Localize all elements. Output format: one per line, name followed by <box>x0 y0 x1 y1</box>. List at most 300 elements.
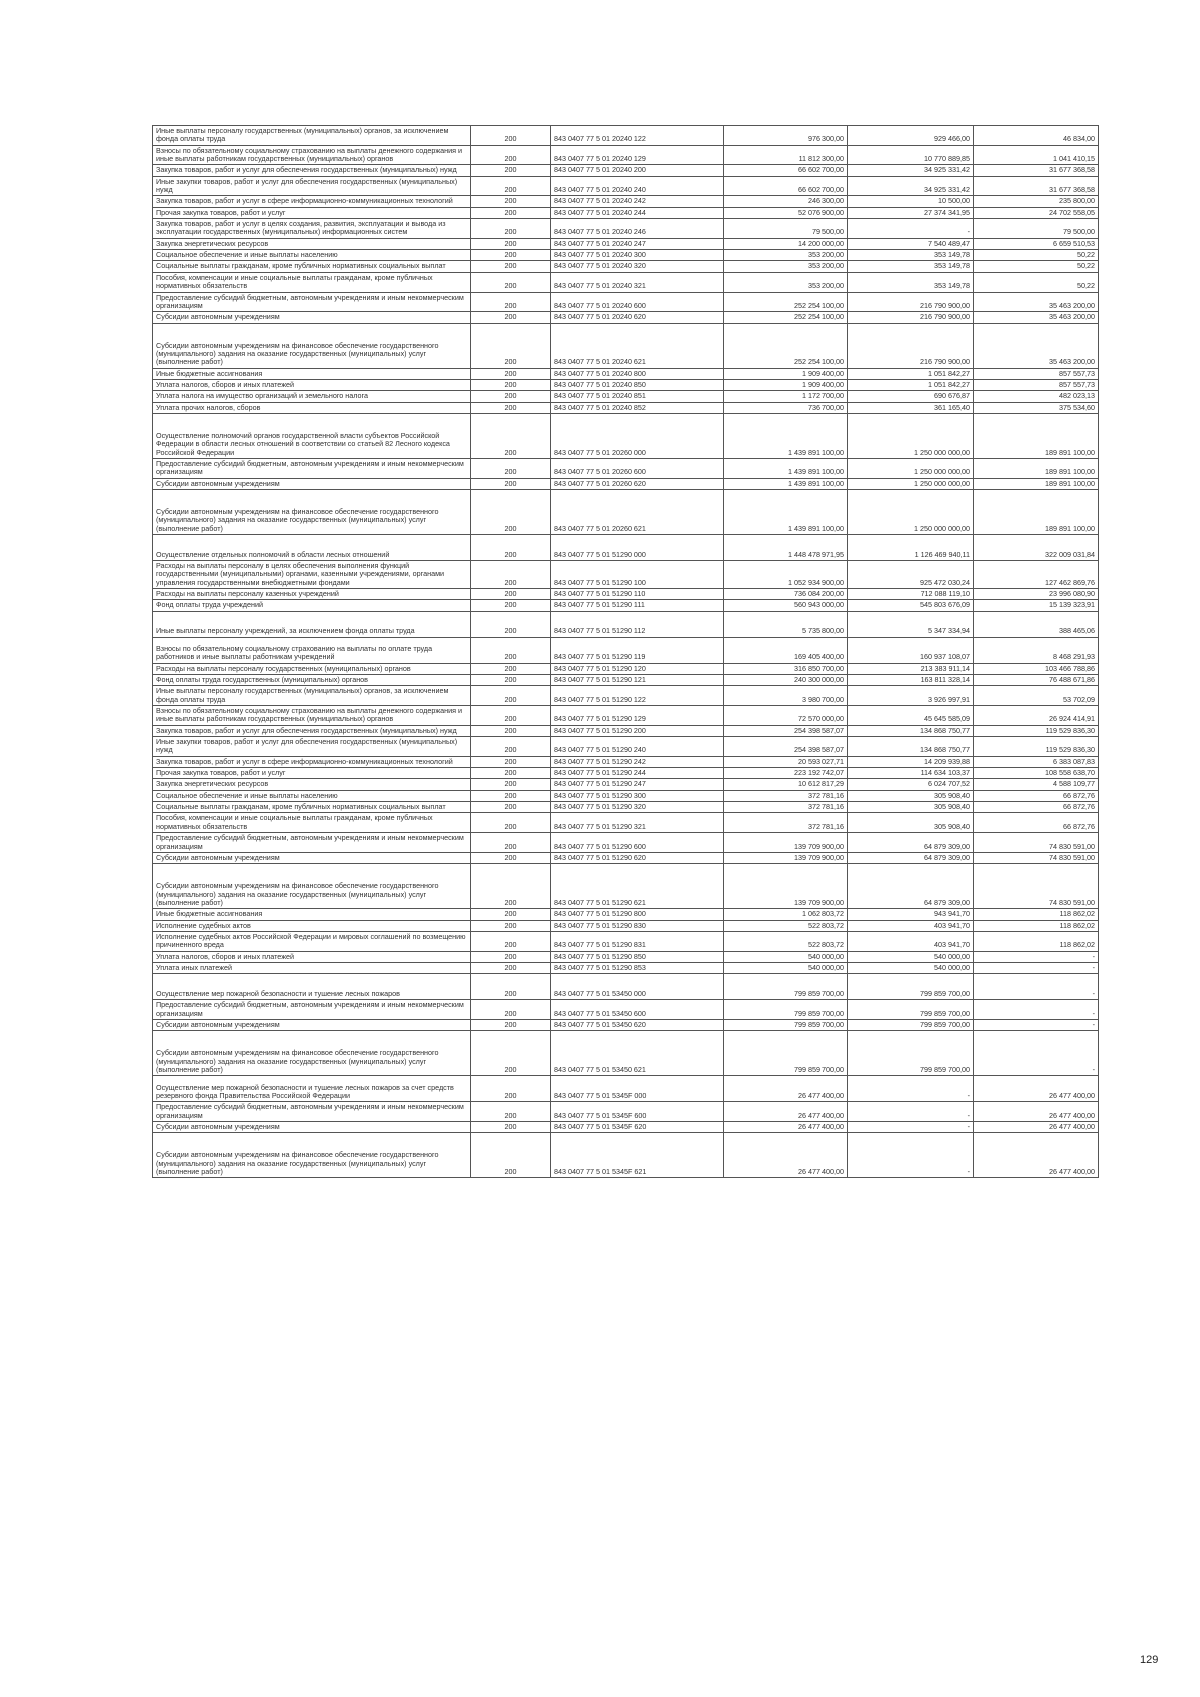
line-code-cell: 200 <box>471 368 551 379</box>
executed-amount-cell: 213 383 911,14 <box>848 663 974 674</box>
approved-amount-cell: 353 200,00 <box>724 261 848 272</box>
approved-amount-cell: 316 850 700,00 <box>724 663 848 674</box>
executed-amount-cell: - <box>848 1076 974 1102</box>
line-code-cell: 200 <box>471 272 551 292</box>
approved-amount-cell: 372 781,16 <box>724 813 848 833</box>
table-row <box>153 312 1099 323</box>
table-row <box>153 909 1099 920</box>
executed-amount-cell: 305 908,40 <box>848 813 974 833</box>
budget-classification-code-cell: 843 0407 77 5 01 20240 300 <box>551 250 724 261</box>
line-code-cell: 200 <box>471 238 551 249</box>
budget-classification-code-cell: 843 0407 77 5 01 20240 246 <box>551 219 724 239</box>
expense-name-cell: Субсидии автономным учреждениям на финансовое обеспечение государственного (муниципального) задания на оказание государственных (муниципальных) услуг (выполнение работ) <box>153 489 471 534</box>
expense-name-cell: Уплата иных платежей <box>153 962 471 973</box>
executed-amount-cell: 27 374 341,95 <box>848 207 974 218</box>
table-row <box>153 962 1099 973</box>
budget-classification-code-cell: 843 0407 77 5 01 51290 112 <box>551 611 724 637</box>
executed-amount-cell: 353 149,78 <box>848 272 974 292</box>
executed-amount-cell: - <box>848 1121 974 1132</box>
expense-name-cell: Иные бюджетные ассигнования <box>153 368 471 379</box>
table-row <box>153 686 1099 706</box>
approved-amount-cell: 26 477 400,00 <box>724 1121 848 1132</box>
budget-classification-code-cell: 843 0407 77 5 01 51290 242 <box>551 756 724 767</box>
executed-amount-cell: 10 770 889,85 <box>848 145 974 165</box>
line-code-cell: 200 <box>471 1031 551 1076</box>
line-code-cell: 200 <box>471 864 551 909</box>
approved-amount-cell: 540 000,00 <box>724 951 848 962</box>
approved-amount-cell: 1 439 891 100,00 <box>724 478 848 489</box>
table-row <box>153 1000 1099 1020</box>
line-code-cell: 200 <box>471 126 551 146</box>
table-row <box>153 675 1099 686</box>
line-code-cell: 200 <box>471 413 551 458</box>
budget-classification-code-cell: 843 0407 77 5 01 20260 000 <box>551 413 724 458</box>
line-code-cell: 200 <box>471 756 551 767</box>
budget-classification-code-cell: 843 0407 77 5 01 20240 600 <box>551 292 724 312</box>
line-code-cell: 200 <box>471 478 551 489</box>
line-code-cell: 200 <box>471 768 551 779</box>
approved-amount-cell: 976 300,00 <box>724 126 848 146</box>
line-code-cell: 200 <box>471 675 551 686</box>
expense-name-cell: Субсидии автономным учреждениям на финансовое обеспечение государственного (муниципального) задания на оказание государственных (муниципальных) услуг (выполнение работ) <box>153 1133 471 1178</box>
executed-amount-cell: 134 868 750,77 <box>848 737 974 757</box>
unexecuted-amount-cell: 46 834,00 <box>974 126 1099 146</box>
table-row <box>153 852 1099 863</box>
expense-name-cell: Уплата налогов, сборов и иных платежей <box>153 951 471 962</box>
budget-classification-code-cell: 843 0407 77 5 01 20240 800 <box>551 368 724 379</box>
table-row <box>153 1121 1099 1132</box>
budget-classification-code-cell: 843 0407 77 5 01 51290 321 <box>551 813 724 833</box>
approved-amount-cell: 252 254 100,00 <box>724 312 848 323</box>
line-code-cell: 200 <box>471 250 551 261</box>
executed-amount-cell: 540 000,00 <box>848 962 974 973</box>
table-row <box>153 238 1099 249</box>
table-body <box>153 126 1099 1178</box>
table-row <box>153 207 1099 218</box>
expense-name-cell: Взносы по обязательному социальному страхованию на выплаты денежного содержания и иные выплаты работникам государственных (муниципальных) органов <box>153 706 471 726</box>
approved-amount-cell: 139 709 900,00 <box>724 864 848 909</box>
approved-amount-cell: 1 439 891 100,00 <box>724 458 848 478</box>
approved-amount-cell: 1 448 478 971,95 <box>724 534 848 560</box>
approved-amount-cell: 522 803,72 <box>724 931 848 951</box>
approved-amount-cell: 560 943 000,00 <box>724 600 848 611</box>
approved-amount-cell: 10 612 817,29 <box>724 779 848 790</box>
budget-classification-code-cell: 843 0407 77 5 01 20240 242 <box>551 196 724 207</box>
expense-name-cell: Уплата прочих налогов, сборов <box>153 402 471 413</box>
unexecuted-amount-cell: 35 463 200,00 <box>974 312 1099 323</box>
unexecuted-amount-cell: - <box>974 974 1099 1000</box>
unexecuted-amount-cell: 53 702,09 <box>974 686 1099 706</box>
approved-amount-cell: 26 477 400,00 <box>724 1102 848 1122</box>
approved-amount-cell: 252 254 100,00 <box>724 323 848 368</box>
executed-amount-cell: 929 466,00 <box>848 126 974 146</box>
unexecuted-amount-cell: 24 702 558,05 <box>974 207 1099 218</box>
executed-amount-cell: 64 879 309,00 <box>848 864 974 909</box>
table-row <box>153 768 1099 779</box>
executed-amount-cell: 34 925 331,42 <box>848 165 974 176</box>
unexecuted-amount-cell: - <box>974 1031 1099 1076</box>
executed-amount-cell: 1 051 842,27 <box>848 379 974 390</box>
budget-classification-code-cell: 843 0407 77 5 01 51290 850 <box>551 951 724 962</box>
budget-classification-code-cell: 843 0407 77 5 01 53450 620 <box>551 1019 724 1030</box>
table-row <box>153 1102 1099 1122</box>
executed-amount-cell: 1 250 000 000,00 <box>848 489 974 534</box>
executed-amount-cell: 925 472 030,24 <box>848 560 974 588</box>
table-row <box>153 165 1099 176</box>
unexecuted-amount-cell: - <box>974 1000 1099 1020</box>
budget-classification-code-cell: 843 0407 77 5 01 51290 300 <box>551 790 724 801</box>
budget-classification-code-cell: 843 0407 77 5 01 51290 111 <box>551 600 724 611</box>
line-code-cell: 200 <box>471 790 551 801</box>
expense-name-cell: Закупка товаров, работ и услуг для обеспечения государственных (муниципальных) нужд <box>153 725 471 736</box>
budget-classification-code-cell: 843 0407 77 5 01 20260 600 <box>551 458 724 478</box>
unexecuted-amount-cell: 189 891 100,00 <box>974 478 1099 489</box>
budget-classification-code-cell: 843 0407 77 5 01 51290 600 <box>551 833 724 853</box>
table-row <box>153 1133 1099 1178</box>
unexecuted-amount-cell: 26 477 400,00 <box>974 1121 1099 1132</box>
approved-amount-cell: 72 570 000,00 <box>724 706 848 726</box>
unexecuted-amount-cell: 118 862,02 <box>974 920 1099 931</box>
approved-amount-cell: 26 477 400,00 <box>724 1133 848 1178</box>
expense-name-cell: Осуществление мер пожарной безопасности и тушение лесных пожаров <box>153 974 471 1000</box>
line-code-cell: 200 <box>471 686 551 706</box>
budget-classification-code-cell: 843 0407 77 5 01 20240 200 <box>551 165 724 176</box>
budget-classification-code-cell: 843 0407 77 5 01 51290 247 <box>551 779 724 790</box>
approved-amount-cell: 254 398 587,07 <box>724 725 848 736</box>
unexecuted-amount-cell: 31 677 368,58 <box>974 165 1099 176</box>
approved-amount-cell: 3 980 700,00 <box>724 686 848 706</box>
expense-name-cell: Субсидии автономным учреждениям <box>153 312 471 323</box>
unexecuted-amount-cell: 74 830 591,00 <box>974 833 1099 853</box>
expense-name-cell: Социальное обеспечение и иные выплаты населению <box>153 790 471 801</box>
approved-amount-cell: 26 477 400,00 <box>724 1076 848 1102</box>
executed-amount-cell: 45 645 585,09 <box>848 706 974 726</box>
approved-amount-cell: 1 909 400,00 <box>724 368 848 379</box>
line-code-cell: 200 <box>471 165 551 176</box>
line-code-cell: 200 <box>471 663 551 674</box>
executed-amount-cell: - <box>848 219 974 239</box>
approved-amount-cell: 353 200,00 <box>724 250 848 261</box>
unexecuted-amount-cell: 119 529 836,30 <box>974 737 1099 757</box>
expense-name-cell: Иные выплаты персоналу государственных (муниципальных) органов, за исключением фонда оплаты труда <box>153 686 471 706</box>
table-row <box>153 833 1099 853</box>
expense-name-cell: Предоставление субсидий бюджетным, автономным учреждениям и иным некоммерческим организациям <box>153 1102 471 1122</box>
executed-amount-cell: 353 149,78 <box>848 261 974 272</box>
table-row <box>153 126 1099 146</box>
approved-amount-cell: 5 735 800,00 <box>724 611 848 637</box>
executed-amount-cell: 163 811 328,14 <box>848 675 974 686</box>
approved-amount-cell: 246 300,00 <box>724 196 848 207</box>
approved-amount-cell: 540 000,00 <box>724 962 848 973</box>
expense-name-cell: Социальное обеспечение и иные выплаты населению <box>153 250 471 261</box>
line-code-cell: 200 <box>471 323 551 368</box>
line-code-cell: 200 <box>471 637 551 663</box>
budget-classification-code-cell: 843 0407 77 5 01 51290 110 <box>551 588 724 599</box>
unexecuted-amount-cell: - <box>974 1019 1099 1030</box>
unexecuted-amount-cell: 31 677 368,58 <box>974 176 1099 196</box>
table-row <box>153 379 1099 390</box>
unexecuted-amount-cell: 375 534,60 <box>974 402 1099 413</box>
line-code-cell: 200 <box>471 1121 551 1132</box>
expense-name-cell: Закупка энергетических ресурсов <box>153 238 471 249</box>
executed-amount-cell: 799 859 700,00 <box>848 1019 974 1030</box>
budget-classification-code-cell: 843 0407 77 5 01 5345F 621 <box>551 1133 724 1178</box>
approved-amount-cell: 1 439 891 100,00 <box>724 413 848 458</box>
line-code-cell: 200 <box>471 909 551 920</box>
expense-name-cell: Субсидии автономным учреждениям <box>153 478 471 489</box>
table-row <box>153 1019 1099 1030</box>
line-code-cell: 200 <box>471 852 551 863</box>
table-row <box>153 663 1099 674</box>
expense-name-cell: Фонд оплаты труда учреждений <box>153 600 471 611</box>
budget-classification-code-cell: 843 0407 77 5 01 5345F 600 <box>551 1102 724 1122</box>
line-code-cell: 200 <box>471 534 551 560</box>
budget-classification-code-cell: 843 0407 77 5 01 53450 621 <box>551 1031 724 1076</box>
table-row <box>153 489 1099 534</box>
expense-name-cell: Закупка энергетических ресурсов <box>153 779 471 790</box>
table-row <box>153 813 1099 833</box>
unexecuted-amount-cell: 79 500,00 <box>974 219 1099 239</box>
executed-amount-cell: 690 676,87 <box>848 391 974 402</box>
table-row <box>153 737 1099 757</box>
line-code-cell: 200 <box>471 813 551 833</box>
approved-amount-cell: 66 602 700,00 <box>724 176 848 196</box>
table-row <box>153 600 1099 611</box>
unexecuted-amount-cell: 118 862,02 <box>974 931 1099 951</box>
line-code-cell: 200 <box>471 292 551 312</box>
executed-amount-cell: 3 926 997,91 <box>848 686 974 706</box>
budget-classification-code-cell: 843 0407 77 5 01 20240 321 <box>551 272 724 292</box>
expense-name-cell: Расходы на выплаты персоналу казенных учреждений <box>153 588 471 599</box>
unexecuted-amount-cell: 50,22 <box>974 261 1099 272</box>
expense-name-cell: Расходы на выплаты персоналу в целях обеспечения выполнения функций государственными (муниципальными) органами, казенными учреждениями, органами управления государственными внебюджетными фондами <box>153 560 471 588</box>
approved-amount-cell: 52 076 900,00 <box>724 207 848 218</box>
table-row <box>153 588 1099 599</box>
approved-amount-cell: 799 859 700,00 <box>724 1019 848 1030</box>
unexecuted-amount-cell: 857 557,73 <box>974 379 1099 390</box>
line-code-cell: 200 <box>471 951 551 962</box>
executed-amount-cell: 160 937 108,07 <box>848 637 974 663</box>
unexecuted-amount-cell: 8 468 291,93 <box>974 637 1099 663</box>
expense-name-cell: Иные закупки товаров, работ и услуг для обеспечения государственных (муниципальных) нужд <box>153 737 471 757</box>
unexecuted-amount-cell: 23 996 080,90 <box>974 588 1099 599</box>
table-row <box>153 261 1099 272</box>
unexecuted-amount-cell: - <box>974 951 1099 962</box>
line-code-cell: 200 <box>471 402 551 413</box>
table-row <box>153 920 1099 931</box>
expense-name-cell: Субсидии автономным учреждениям <box>153 1121 471 1132</box>
expense-name-cell: Уплата налога на имущество организаций и земельного налога <box>153 391 471 402</box>
line-code-cell: 200 <box>471 725 551 736</box>
unexecuted-amount-cell: 322 009 031,84 <box>974 534 1099 560</box>
executed-amount-cell: 216 790 900,00 <box>848 292 974 312</box>
table-row <box>153 413 1099 458</box>
approved-amount-cell: 372 781,16 <box>724 790 848 801</box>
executed-amount-cell: 7 540 489,47 <box>848 238 974 249</box>
executed-amount-cell: 14 209 939,88 <box>848 756 974 767</box>
table-row <box>153 974 1099 1000</box>
expense-name-cell: Иные закупки товаров, работ и услуг для обеспечения государственных (муниципальных) нужд <box>153 176 471 196</box>
table-row <box>153 1031 1099 1076</box>
line-code-cell: 200 <box>471 1133 551 1178</box>
expense-name-cell: Исполнение судебных актов Российской Федерации и мировых соглашений по возмещению причиненного вреда <box>153 931 471 951</box>
expense-name-cell: Иные выплаты персоналу государственных (муниципальных) органов, за исключением фонда оплаты труда <box>153 126 471 146</box>
budget-classification-code-cell: 843 0407 77 5 01 53450 000 <box>551 974 724 1000</box>
unexecuted-amount-cell: 189 891 100,00 <box>974 489 1099 534</box>
expense-name-cell: Субсидии автономным учреждениям на финансовое обеспечение государственного (муниципального) задания на оказание государственных (муниципальных) услуг (выполнение работ) <box>153 323 471 368</box>
line-code-cell: 200 <box>471 560 551 588</box>
executed-amount-cell: 545 803 676,09 <box>848 600 974 611</box>
approved-amount-cell: 1 909 400,00 <box>724 379 848 390</box>
expense-name-cell: Закупка товаров, работ и услуг для обеспечения государственных (муниципальных) нужд <box>153 165 471 176</box>
expense-name-cell: Прочая закупка товаров, работ и услуг <box>153 768 471 779</box>
approved-amount-cell: 522 803,72 <box>724 920 848 931</box>
budget-classification-code-cell: 843 0407 77 5 01 51290 853 <box>551 962 724 973</box>
approved-amount-cell: 11 812 300,00 <box>724 145 848 165</box>
unexecuted-amount-cell: 26 477 400,00 <box>974 1076 1099 1102</box>
approved-amount-cell: 799 859 700,00 <box>724 1031 848 1076</box>
budget-classification-code-cell: 843 0407 77 5 01 20240 129 <box>551 145 724 165</box>
executed-amount-cell: 64 879 309,00 <box>848 833 974 853</box>
unexecuted-amount-cell: 482 023,13 <box>974 391 1099 402</box>
line-code-cell: 200 <box>471 1076 551 1102</box>
budget-classification-code-cell: 843 0407 77 5 01 51290 620 <box>551 852 724 863</box>
approved-amount-cell: 223 192 742,07 <box>724 768 848 779</box>
table-row <box>153 611 1099 637</box>
approved-amount-cell: 1 439 891 100,00 <box>724 489 848 534</box>
line-code-cell: 200 <box>471 611 551 637</box>
line-code-cell: 200 <box>471 489 551 534</box>
line-code-cell: 200 <box>471 196 551 207</box>
executed-amount-cell: 216 790 900,00 <box>848 323 974 368</box>
table-row <box>153 534 1099 560</box>
expense-name-cell: Осуществление полномочий органов государственной власти субъектов Российской Федерации в области лесных отношений в соответствии со статьей 82 Лесного кодекса Российской Федерации <box>153 413 471 458</box>
budget-classification-code-cell: 843 0407 77 5 01 20240 240 <box>551 176 724 196</box>
unexecuted-amount-cell: 50,22 <box>974 272 1099 292</box>
executed-amount-cell: 64 879 309,00 <box>848 852 974 863</box>
table-row <box>153 176 1099 196</box>
budget-classification-code-cell: 843 0407 77 5 01 51290 119 <box>551 637 724 663</box>
table-row <box>153 864 1099 909</box>
budget-classification-code-cell: 843 0407 77 5 01 20240 320 <box>551 261 724 272</box>
line-code-cell: 200 <box>471 1000 551 1020</box>
approved-amount-cell: 736 700,00 <box>724 402 848 413</box>
table-row <box>153 560 1099 588</box>
unexecuted-amount-cell: 74 830 591,00 <box>974 864 1099 909</box>
budget-classification-code-cell: 843 0407 77 5 01 51290 121 <box>551 675 724 686</box>
table-row <box>153 951 1099 962</box>
expense-name-cell: Социальные выплаты гражданам, кроме публичных нормативных социальных выплат <box>153 261 471 272</box>
expense-name-cell: Уплата налогов, сборов и иных платежей <box>153 379 471 390</box>
executed-amount-cell: 1 051 842,27 <box>848 368 974 379</box>
line-code-cell: 200 <box>471 458 551 478</box>
expense-name-cell: Субсидии автономным учреждениям на финансовое обеспечение государственного (муниципального) задания на оказание государственных (муниципальных) услуг (выполнение работ) <box>153 1031 471 1076</box>
expense-name-cell: Исполнение судебных актов <box>153 920 471 931</box>
unexecuted-amount-cell: 127 462 869,76 <box>974 560 1099 588</box>
expense-name-cell: Расходы на выплаты персоналу государственных (муниципальных) органов <box>153 663 471 674</box>
line-code-cell: 200 <box>471 706 551 726</box>
executed-amount-cell: 1 126 469 940,11 <box>848 534 974 560</box>
unexecuted-amount-cell: - <box>974 962 1099 973</box>
approved-amount-cell: 169 405 400,00 <box>724 637 848 663</box>
line-code-cell: 200 <box>471 312 551 323</box>
expense-name-cell: Закупка товаров, работ и услуг в сфере информационно-коммуникационных технологий <box>153 756 471 767</box>
table-row <box>153 931 1099 951</box>
expense-name-cell: Осуществление мер пожарной безопасности и тушение лесных пожаров за счет средств резервного фонда Правительства Российской Федерации <box>153 1076 471 1102</box>
executed-amount-cell: 799 859 700,00 <box>848 1000 974 1020</box>
unexecuted-amount-cell: 6 383 087,83 <box>974 756 1099 767</box>
approved-amount-cell: 1 052 934 900,00 <box>724 560 848 588</box>
executed-amount-cell: 134 868 750,77 <box>848 725 974 736</box>
budget-classification-code-cell: 843 0407 77 5 01 51290 122 <box>551 686 724 706</box>
line-code-cell: 200 <box>471 176 551 196</box>
approved-amount-cell: 353 200,00 <box>724 272 848 292</box>
table-row <box>153 756 1099 767</box>
line-code-cell: 200 <box>471 737 551 757</box>
expense-name-cell: Взносы по обязательному социальному страхованию на выплаты по оплате труда работников и иные выплаты работникам учреждений <box>153 637 471 663</box>
executed-amount-cell: 353 149,78 <box>848 250 974 261</box>
unexecuted-amount-cell: 26 477 400,00 <box>974 1102 1099 1122</box>
line-code-cell: 200 <box>471 833 551 853</box>
budget-classification-code-cell: 843 0407 77 5 01 51290 831 <box>551 931 724 951</box>
expense-name-cell: Предоставление субсидий бюджетным, автономным учреждениям и иным некоммерческим организациям <box>153 1000 471 1020</box>
executed-amount-cell: 10 500,00 <box>848 196 974 207</box>
expense-name-cell: Закупка товаров, работ и услуг в сфере информационно-коммуникационных технологий <box>153 196 471 207</box>
executed-amount-cell: 114 634 103,37 <box>848 768 974 779</box>
budget-classification-code-cell: 843 0407 77 5 01 51290 800 <box>551 909 724 920</box>
unexecuted-amount-cell: 4 588 109,77 <box>974 779 1099 790</box>
unexecuted-amount-cell: 6 659 510,53 <box>974 238 1099 249</box>
executed-amount-cell: 799 859 700,00 <box>848 974 974 1000</box>
expense-name-cell: Взносы по обязательному социальному страхованию на выплаты денежного содержания и иные выплаты работникам государственных (муниципальных) органов <box>153 145 471 165</box>
line-code-cell: 200 <box>471 145 551 165</box>
table-row <box>153 368 1099 379</box>
line-code-cell: 200 <box>471 931 551 951</box>
page-number: 129 <box>1140 1654 1159 1666</box>
approved-amount-cell: 66 602 700,00 <box>724 165 848 176</box>
approved-amount-cell: 252 254 100,00 <box>724 292 848 312</box>
approved-amount-cell: 240 300 000,00 <box>724 675 848 686</box>
line-code-cell: 200 <box>471 588 551 599</box>
budget-classification-code-cell: 843 0407 77 5 01 20240 852 <box>551 402 724 413</box>
budget-classification-code-cell: 843 0407 77 5 01 20240 620 <box>551 312 724 323</box>
unexecuted-amount-cell: 1 041 410,15 <box>974 145 1099 165</box>
line-code-cell: 200 <box>471 1019 551 1030</box>
unexecuted-amount-cell: 119 529 836,30 <box>974 725 1099 736</box>
table-row <box>153 779 1099 790</box>
budget-classification-code-cell: 843 0407 77 5 01 51290 320 <box>551 802 724 813</box>
executed-amount-cell: 305 908,40 <box>848 802 974 813</box>
approved-amount-cell: 139 709 900,00 <box>724 852 848 863</box>
budget-classification-code-cell: 843 0407 77 5 01 20240 850 <box>551 379 724 390</box>
executed-amount-cell: 403 941,70 <box>848 931 974 951</box>
executed-amount-cell: 1 250 000 000,00 <box>848 478 974 489</box>
budget-classification-code-cell: 843 0407 77 5 01 20240 247 <box>551 238 724 249</box>
executed-amount-cell: 712 088 119,10 <box>848 588 974 599</box>
approved-amount-cell: 14 200 000,00 <box>724 238 848 249</box>
expense-name-cell: Субсидии автономным учреждениям <box>153 1019 471 1030</box>
unexecuted-amount-cell: 35 463 200,00 <box>974 292 1099 312</box>
unexecuted-amount-cell: 66 872,76 <box>974 802 1099 813</box>
executed-amount-cell: 361 165,40 <box>848 402 974 413</box>
executed-amount-cell: 943 941,70 <box>848 909 974 920</box>
budget-classification-code-cell: 843 0407 77 5 01 51290 000 <box>551 534 724 560</box>
approved-amount-cell: 1 062 803,72 <box>724 909 848 920</box>
line-code-cell: 200 <box>471 920 551 931</box>
budget-classification-code-cell: 843 0407 77 5 01 51290 621 <box>551 864 724 909</box>
table-row <box>153 391 1099 402</box>
budget-classification-code-cell: 843 0407 77 5 01 51290 240 <box>551 737 724 757</box>
